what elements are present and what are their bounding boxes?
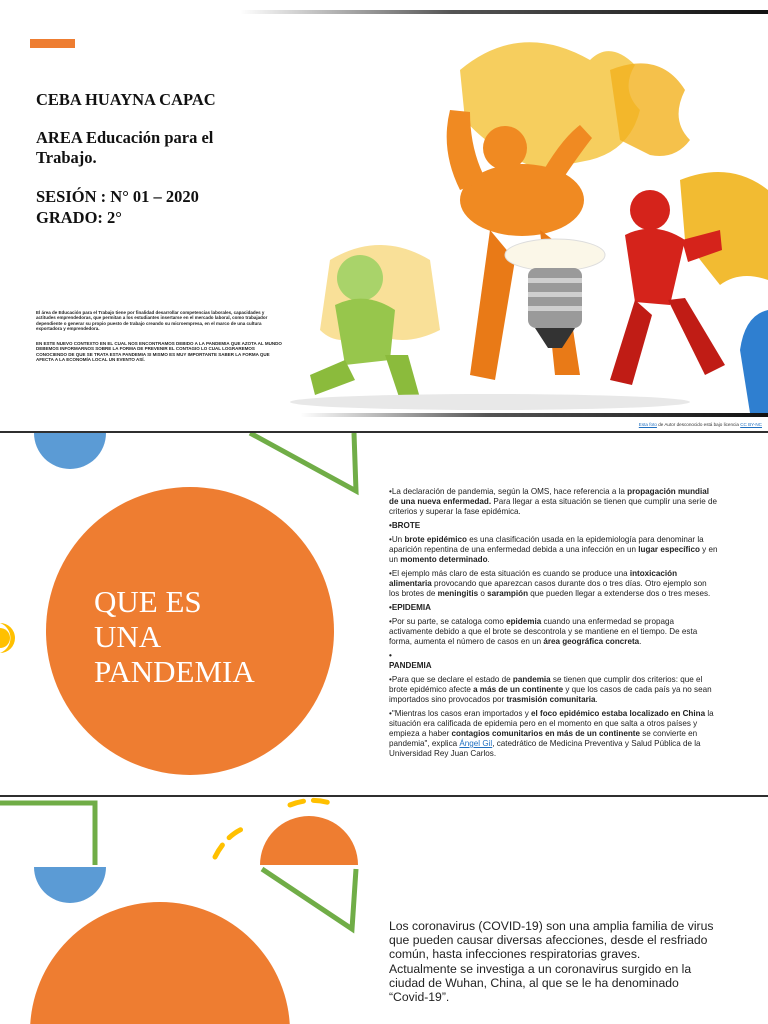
- title-line-3: PANDEMIA: [94, 654, 255, 689]
- teamwork-lightbulb-illustration: [290, 30, 768, 413]
- orange-big-circle: [30, 902, 290, 1024]
- coronavirus-line-2: Actualmente se investiga a un coronavirus surgido en la ciudad de Wuhan, China, al que se le ha denominado “Covid-19”.: [389, 961, 692, 1005]
- area-title: AREA Educación para el Trabajo.: [36, 128, 214, 167]
- paragraph-example: •El ejemplo más claro de esta situación es cuando se produce una intoxicación alimentaria provocando que aparezcan casos durante dos o tres días. Otro ejemplo son los brotes de meningitis o sarampión que pueden llegar a extenderse dos o tres meses.: [389, 569, 711, 598]
- bottom-rule: [300, 413, 768, 417]
- coronavirus-line-1: Los coronavirus (COVID-19) son una amplia familia de virus que pueden causar diversas afecciones, desde el resfriado común, hasta infecciones respiratorias graves.: [389, 919, 714, 962]
- pandemia-text: [389, 487, 719, 763]
- heading-pandemia: PANDEMIA: [389, 661, 432, 670]
- slide-title: [0, 0, 768, 431]
- green-line: [250, 433, 356, 491]
- grade-label: GRADO: 2°: [36, 208, 122, 227]
- paragraph-quote: •"Mientras los casos eran importados y el foco epidémico estaba localizado en China la situación era calificada de epidemia pero en el momento en que salta a otros países y empieza a haber contagios comunitarios en más de un continente se convierte en pandemia", explica Ángel Gil, catedrático de Medicina Preventiva y Salud Pública de la Universidad Rey Juan Carlos.: [389, 709, 714, 758]
- bullet: •: [389, 651, 392, 660]
- intro-paragraph: El área de Educación para el Trabajo tiene por finalidad desarrollar competencias laborales, capacidades y actitudes emprendedoras, que permitan a los estudiantes insertarse en el mercado laboral, como trabajador dependiente o generar su propio puesto de trabajo creando su microempresa, en el marco de una cultura exportadora y emprendedora.: [36, 310, 268, 332]
- photo-link[interactable]: Esta foto: [638, 422, 657, 427]
- license-link[interactable]: CC BY-NC: [740, 422, 762, 427]
- context-paragraph: EN ESTE NUEVO CONTEXTO EN EL CUAL NOS ENCONTRAMOS DEBIDO A LA PANDEMIA QUE AZOTA AL MUNDO DEBEMOS INFORMARNOS SOBRE LA FORMA DE PREVENIR EL CONTAGIO LO CUAL LOGRAREMOS CONOCIENDO DE QUE SE TRATA ESTA PANDEMIA SI MISMO ES MUY IMPORTANTE SABER LA FORMA QUE AFECTA A LA ECONOMÍA LOCAL UN EVENTO ASÍ.: [36, 341, 282, 363]
- paragraph-definition: •La declaración de pandemia, según la OMS, hace referencia a la propagación mundial de una nueva enfermedad. Para llegar a esta situación se tienen que cumplir una serie de criterios y superar la fase epidémica.: [389, 487, 717, 516]
- coronavirus-text: [389, 919, 719, 1004]
- accent-bar: [30, 39, 75, 48]
- blue-half-circle: [34, 433, 106, 469]
- paragraph-epidemia: •Por su parte, se cataloga como epidemia cuando una enfermedad se propaga activamente debido a que el brote se descontrola y se mantiene en el tiempo. De esta forma, aumenta el número de casos en un área geográfica concreta.: [389, 617, 698, 646]
- session-number: SESIÓN : N° 01 – 2020: [36, 187, 199, 206]
- title-line-1: QUE ES: [94, 584, 202, 619]
- slide-coronavirus: [0, 797, 768, 1024]
- title-line-2: UNA: [94, 619, 162, 654]
- school-name: CEBA HUAYNA CAPAC: [36, 90, 216, 109]
- yellow-dashed-arc: [215, 829, 242, 857]
- yellow-dot: [0, 628, 10, 648]
- slide-que-es-pandemia: [0, 433, 768, 795]
- decor-shapes-3: [0, 797, 380, 1024]
- heading-epidemia: •EPIDEMIA: [389, 603, 431, 612]
- orange-half-circle: [260, 816, 358, 865]
- photo-credit: [639, 422, 762, 427]
- green-corner-line: [0, 803, 95, 865]
- paragraph-pandemia: •Para que se declare el estado de pandemia se tienen que cumplir dos criterios: que el brote epidémico afecte a más de un continente y que los casos de cada país ya no sean importados sino provocados por trasmisión comunitaria.: [389, 675, 712, 704]
- green-triangle-line: [262, 869, 356, 929]
- credit-text: de Autor desconocido está bajo licencia: [656, 422, 741, 427]
- heading-brote: •BROTE: [389, 521, 421, 530]
- angel-gil-link[interactable]: Ángel Gil: [459, 739, 493, 748]
- paragraph-brote: •Un brote epidémico es una clasificación usada en la epidemiología para denominar la aparición repentina de una enfermedad debida a una infección en un lugar específico y en un momento determinado.: [389, 535, 718, 564]
- blue-half-circle: [34, 867, 106, 903]
- top-rule: [240, 10, 768, 14]
- slide-title: [94, 584, 255, 689]
